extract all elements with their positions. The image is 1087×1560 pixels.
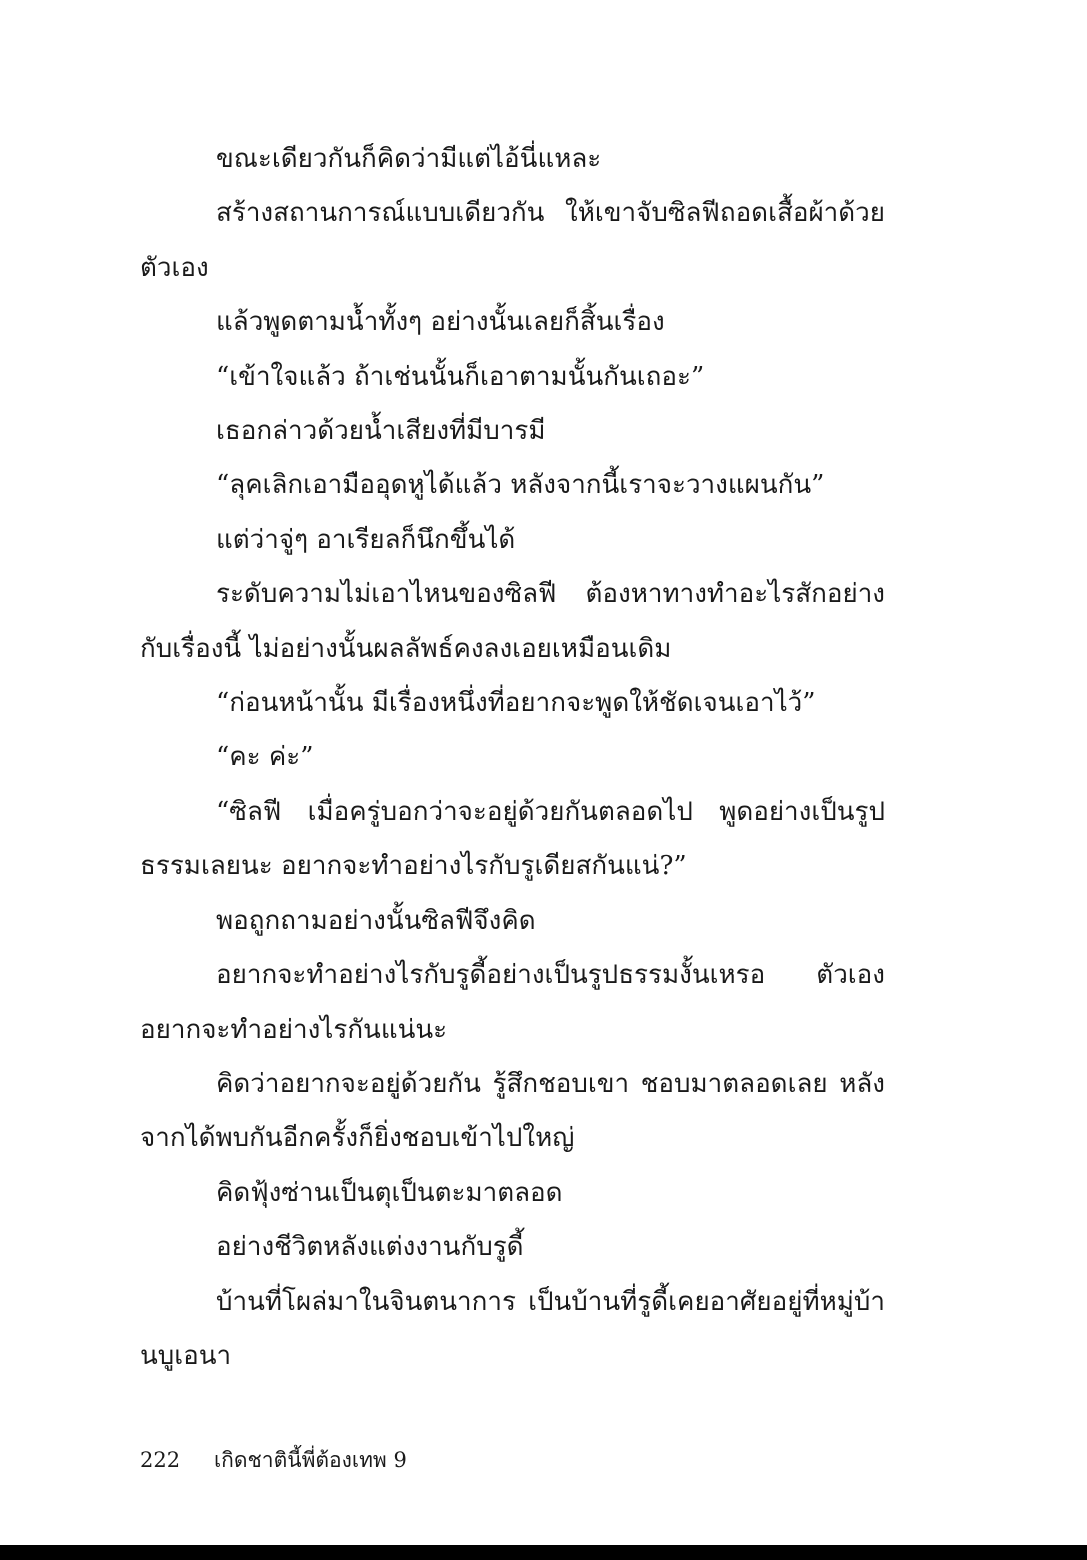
paragraph: “เข้าใจแล้ว ถ้าเช่นนั้นก็เอาตามนั้นกันเถอะ” (216, 361, 705, 392)
paragraph: “คะ ค่ะ” (216, 742, 314, 773)
paragraph: สร้างสถานการณ์แบบเดียวกัน ให้เขาจับซิลฟีถอดเสื้อผ้าด้วยตัวเอง (140, 198, 885, 283)
paragraph: แล้วพูดตามน้ำทั้งๆ อย่างนั้นเลยก็สิ้นเรื่อง (216, 307, 665, 338)
paragraph: “ก่อนหน้านั้น มีเรื่องหนึ่งที่อยากจะพูดให้ชัดเจนเอาไว้” (216, 688, 816, 719)
paragraph: อยากจะทำอย่างไรกับรูดี้อย่างเป็นรูปธรรมงั้นเหรอ ตัวเองอยากจะทำอย่างไรกันแน่นะ (140, 960, 885, 1045)
bottom-edge-bar (0, 1545, 1087, 1560)
body-text (140, 132, 885, 1383)
paragraph: คิดฟุ้งซ่านเป็นตุเป็นตะมาตลอด (216, 1177, 563, 1208)
paragraph: คิดว่าอยากจะอยู่ด้วยกัน รู้สึกชอบเขา ชอบมาตลอดเลย หลังจากได้พบกันอีกครั้งก็ยิ่งชอบเข้าไปใหญ่ (140, 1068, 885, 1154)
paragraph: บ้านที่โผล่มาในจินตนาการ เป็นบ้านที่รูดี้เคยอาศัยอยู่ที่หมู่บ้านบูเอนา (140, 1286, 885, 1371)
paragraph: เธอกล่าวด้วยน้ำเสียงที่มีบารมี (216, 416, 546, 447)
paragraph: “ลุคเลิกเอามืออุดหูได้แล้ว หลังจากนี้เราจะวางแผนกัน” (216, 470, 825, 501)
paragraph: พอถูกถามอย่างนั้นซิลฟีจึงคิด (216, 905, 536, 936)
paragraph: แต่ว่าจู่ๆ อาเรียลก็นึกขึ้นได้ (216, 524, 516, 555)
page-number: 222 (140, 1448, 181, 1472)
book-title: เกิดชาตินี้พี่ต้องเทพ 9 (214, 1448, 407, 1472)
paragraph: ขณะเดียวกันก็คิดว่ามีแต่ไอ้นี่แหละ (216, 144, 602, 174)
paragraph: ระดับความไม่เอาไหนของซิลฟี ต้องหาทางทำอะไรสักอย่างกับเรื่องนี้ ไม่อย่างนั้นผลลัพธ์คงลงเอยเหมือนเดิม (140, 579, 885, 664)
paragraph: “ซิลฟี เมื่อครู่บอกว่าจะอยู่ด้วยกันตลอดไป พูดอย่างเป็นรูปธรรมเลยนะ อยากจะทำอย่างไรกับรูเดียสกันแน่?” (140, 796, 885, 882)
page-footer (140, 1442, 407, 1478)
paragraph: อย่างชีวิตหลังแต่งงานกับรูดี้ (216, 1232, 524, 1263)
